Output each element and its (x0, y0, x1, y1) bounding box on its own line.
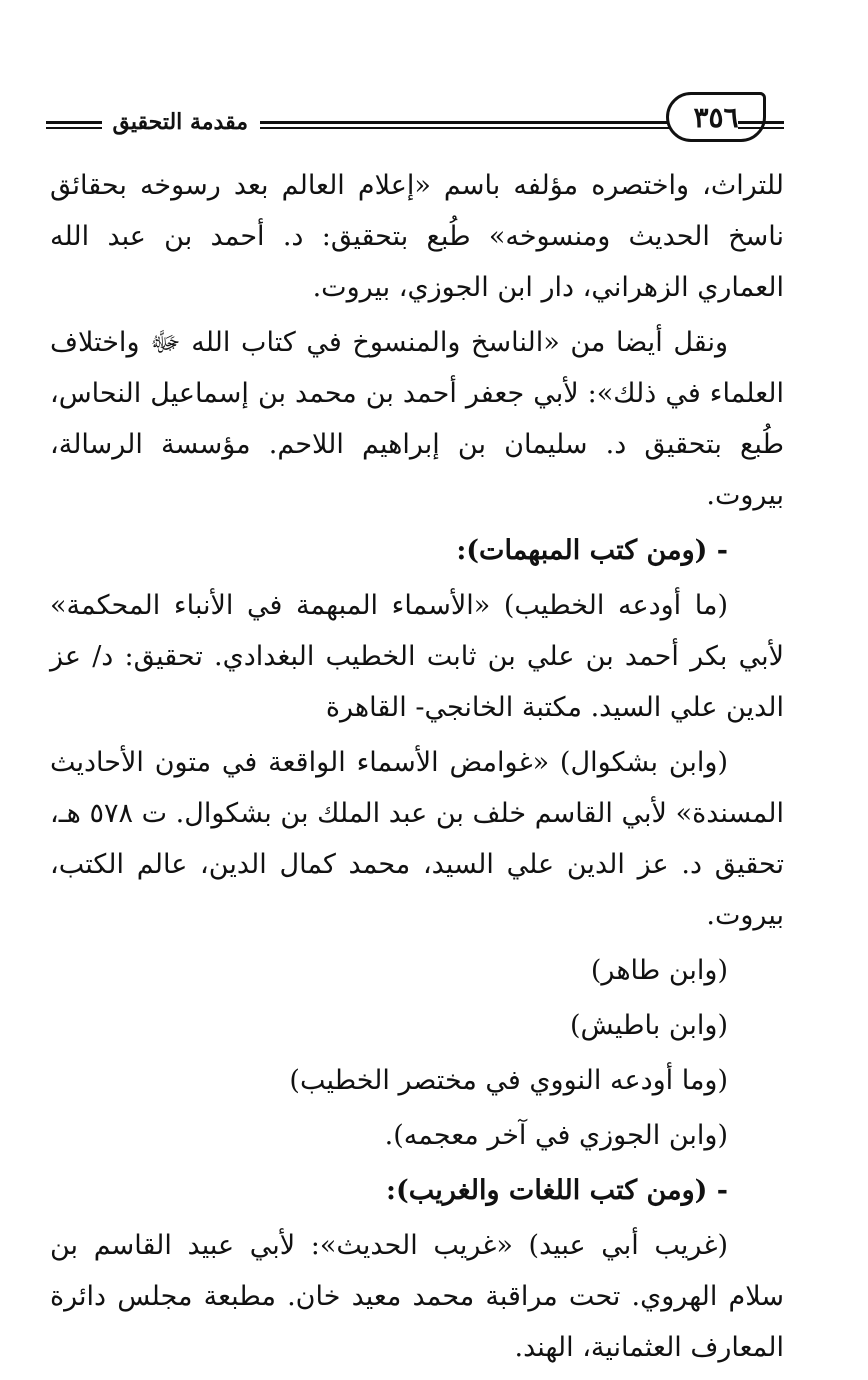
paragraph-bashkuwal: (وابن بشكوال) «غوامض الأسماء الواقعة في متون الأحاديث المسندة» لأبي القاسم خلف بن عبد الملك بن بشكوال. ت ٥٧٨ هـ، تحقيق د. عز الدين علي السيد، محمد كمال الدين، عالم الكتب، بيروت. (50, 747, 784, 931)
section-heading-gharib: - (ومن كتب اللغات والغريب): (386, 1175, 728, 1206)
list-item-ibn-tahir: (وابن طاهر) (590, 955, 728, 986)
paragraph-continuation: للتراث، واختصره مؤلفه باسم «إعلام العالم بعد رسوخه بحقائق ناسخ الحديث ومنسوخه» طُبع بتحقيق: د. أحمد بن عبد الله العماري الزهراني، دار ابن الجوزي، بيروت. (50, 170, 784, 303)
running-title: مقدمة التحقيق (112, 109, 248, 135)
list-item-nawawi: (وما أودعه النووي في مختصر الخطيب) (289, 1065, 728, 1096)
paragraph-abu-ubaid: (غريب أبي عبيد) «غريب الحديث»: لأبي عبيد القاسم بن سلام الهروي. تحت مراقبة محمد معيد خان. مطبعة مجلس دائرة المعارف العثمانية، الهند. (50, 1230, 784, 1363)
header-rule-middle (260, 121, 672, 129)
page-header (46, 92, 784, 146)
header-rule-right (738, 121, 784, 129)
paragraph-nasikh: ونقل أيضا من «الناسخ والمنسوخ في كتاب الله ﷻ واختلاف العلماء في ذلك»: لأبي جعفر أحمد بن محمد بن إسماعيل النحاس، طُبع بتحقيق د. سليمان بن إبراهيم اللاحم. مؤسسة الرسالة، بيروت. (50, 327, 785, 511)
header-rule-left (46, 121, 102, 129)
page-body (50, 160, 784, 1377)
page-number: ٣٥٦ (666, 92, 766, 142)
section-heading-mubhamat: - (ومن كتب المبهمات): (456, 535, 728, 566)
list-item-ibn-jawzi: (وابن الجوزي في آخر معجمه). (384, 1120, 728, 1151)
list-item-ibn-batish: (وابن باطيش) (569, 1010, 728, 1041)
paragraph-khatib: (ما أودعه الخطيب) «الأسماء المبهمة في الأنباء المحكمة» لأبي بكر أحمد بن علي بن ثابت الخطيب البغدادي. تحقيق: د/ عز الدين علي السيد. مكتبة الخانجي- القاهرة (50, 590, 784, 723)
